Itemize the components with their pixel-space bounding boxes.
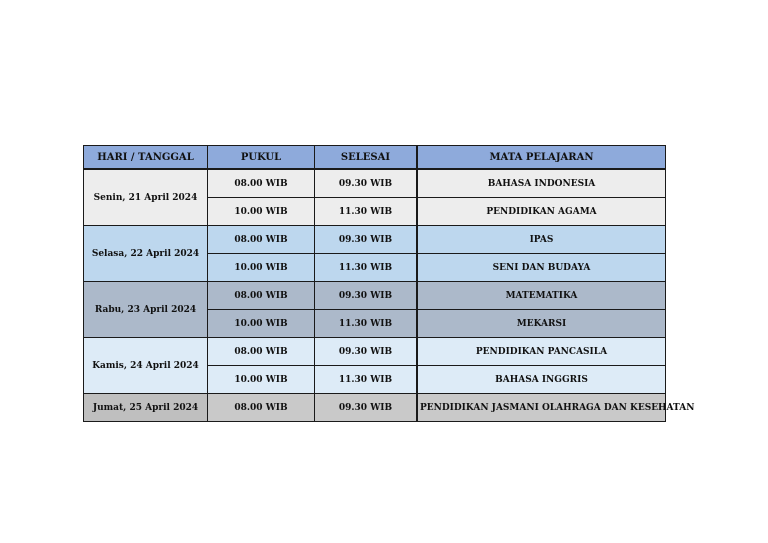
- day-date-cell: Jumat, 25 April 2024: [84, 394, 208, 422]
- subject-cell: MEKARSI: [417, 310, 666, 338]
- header-end-time: SELESAI: [315, 146, 418, 170]
- end-time-cell: 09.30 WIB: [315, 226, 418, 254]
- subject-cell: IPAS: [417, 226, 666, 254]
- start-time-cell: 08.00 WIB: [208, 282, 315, 310]
- end-time-cell: 09.30 WIB: [315, 282, 418, 310]
- table-row: [84, 226, 666, 254]
- start-time-cell: 10.00 WIB: [208, 198, 315, 226]
- start-time-cell: 08.00 WIB: [208, 338, 315, 366]
- start-time-cell: 08.00 WIB: [208, 226, 315, 254]
- start-time-cell: 10.00 WIB: [208, 254, 315, 282]
- subject-cell: SENI DAN BUDAYA: [417, 254, 666, 282]
- end-time-cell: 09.30 WIB: [315, 169, 418, 198]
- subject-cell: MATEMATIKA: [417, 282, 666, 310]
- table-row: [84, 169, 666, 198]
- end-time-cell: 11.30 WIB: [315, 254, 418, 282]
- subject-cell: BAHASA INGGRIS: [417, 366, 666, 394]
- subject-cell: PENDIDIKAN PANCASILA: [417, 338, 666, 366]
- day-date-cell: Selasa, 22 April 2024: [84, 226, 208, 282]
- table-row: [84, 394, 666, 422]
- subject-cell: PENDIDIKAN JASMANI OLAHRAGA DAN KESEHATAN: [417, 394, 666, 422]
- header-subject: MATA PELAJARAN: [417, 146, 666, 170]
- table-row: [84, 282, 666, 310]
- day-date-cell: Kamis, 24 April 2024: [84, 338, 208, 394]
- start-time-cell: 10.00 WIB: [208, 366, 315, 394]
- end-time-cell: 11.30 WIB: [315, 366, 418, 394]
- end-time-cell: 11.30 WIB: [315, 198, 418, 226]
- end-time-cell: 11.30 WIB: [315, 310, 418, 338]
- start-time-cell: 08.00 WIB: [208, 394, 315, 422]
- end-time-cell: 09.30 WIB: [315, 394, 418, 422]
- header-start-time: PUKUL: [208, 146, 315, 170]
- exam-schedule-table: [83, 145, 695, 422]
- header-day-date: HARI / TANGGAL: [84, 146, 208, 170]
- table-row: [84, 338, 666, 366]
- day-date-cell: Senin, 21 April 2024: [84, 169, 208, 226]
- subject-cell: BAHASA INDONESIA: [417, 169, 666, 198]
- start-time-cell: 10.00 WIB: [208, 310, 315, 338]
- day-date-cell: Rabu, 23 April 2024: [84, 282, 208, 338]
- subject-cell: PENDIDIKAN AGAMA: [417, 198, 666, 226]
- table-header-row: [84, 146, 666, 170]
- start-time-cell: 08.00 WIB: [208, 169, 315, 198]
- end-time-cell: 09.30 WIB: [315, 338, 418, 366]
